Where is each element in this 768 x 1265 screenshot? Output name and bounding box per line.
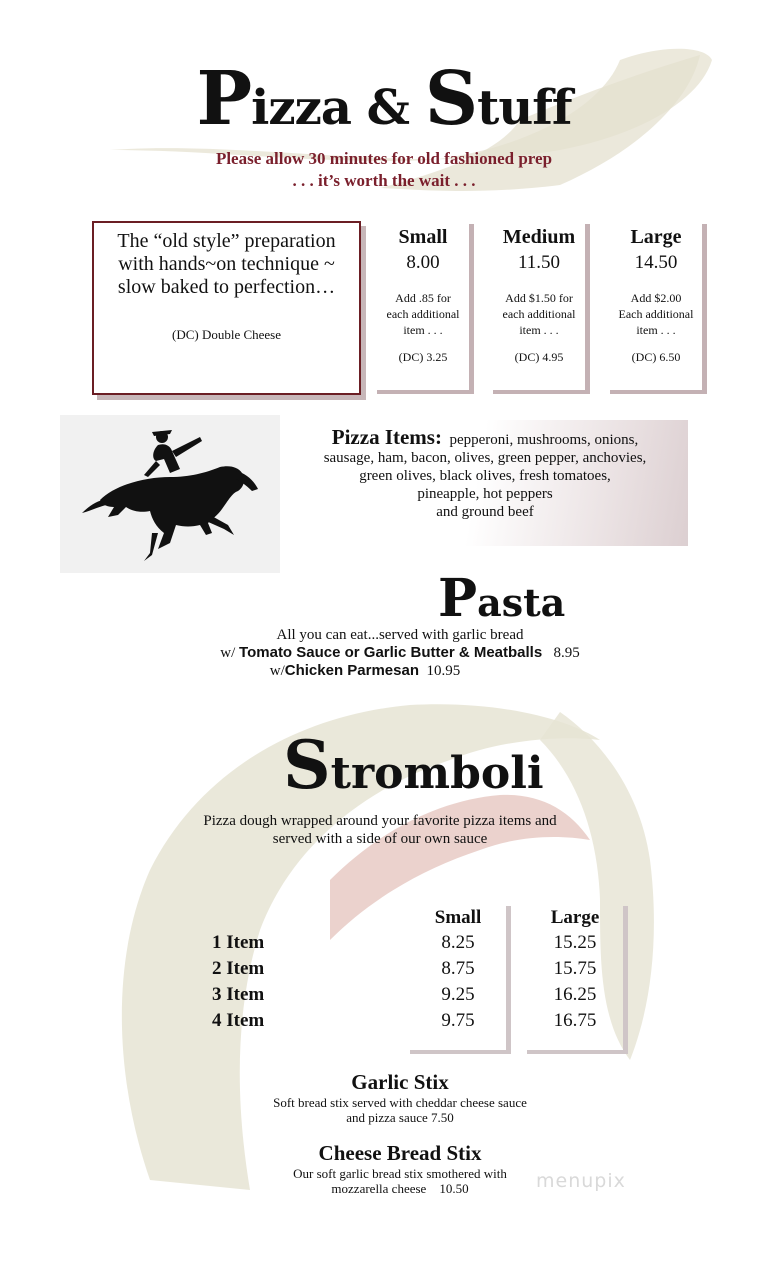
cheese-bread-stix-title: Cheese Bread Stix [318,1141,482,1165]
row-label-1-item: 1 Item [212,932,265,953]
row-label-2-item: 2 Item [212,958,265,979]
size-column-large: Large 14.50 Add $2.00 Each additional item . . . (DC) 6.50 [610,224,707,394]
row-label-4-item: 4 Item [212,1010,265,1031]
stromboli-small-column: Small 8.25 8.75 9.25 9.75 [410,906,511,1054]
pasta-details: All you can eat...served with garlic bread w/ Tomato Sauce or Garlic Butter & Meatballs 8.95 w/Chicken Parmesan 10.95 [220,627,580,679]
pizza-items-panel [280,420,688,546]
row-label-3-item: 3 Item [212,984,265,1005]
garlic-stix-title: Garlic Stix [351,1070,449,1094]
size-column-small: Small 8.00 Add .85 for each additional item . . . (DC) 3.25 [377,224,474,394]
pizza-items-line1: Pizza Items: pepperoni, mushrooms, onions, [331,425,639,449]
pasta-title: Pasta [438,568,566,629]
prep-time-note: Please allow 30 minutes for old fashioned prep . . . it’s worth the wait . . . [215,149,553,190]
bronco-rider-image [60,415,280,573]
stromboli-description: Pizza dough wrapped around your favorite pizza items and served with a side of our own sauce [203,813,557,847]
intro-box [92,221,361,395]
size-column-medium: Medium 11.50 Add $1.50 for each additional item . . . (DC) 4.95 [493,224,590,394]
stromboli-title: Stromboli [283,726,544,804]
pizza-items-line5: and ground beef [436,504,534,520]
stromboli-large-column: Large 15.25 15.75 16.25 16.75 [527,906,628,1054]
watermark: menupix [536,1170,626,1192]
bronco-rider-icon [60,415,280,573]
garlic-stix-section: Garlic Stix Soft bread stix served with cheddar cheese sauce and pizza sauce 7.50 [150,1070,650,1125]
cheese-bread-stix-section: Cheese Bread Stix Our soft garlic bread stix smothered with mozzarella cheese 10.50 [150,1141,650,1196]
intro-text: The “old style” preparation with hands~on technique ~ slow baked to perfection… [117,230,336,298]
pizza-items-line3: green olives, black olives, fresh tomatoes, [359,468,611,484]
page-title: Pizza & Stuff [196,56,572,142]
double-cheese-note: (DC) Double Cheese [171,327,282,342]
pizza-items-line4: pineapple, hot peppers [417,486,553,502]
pizza-items-line2: sausage, ham, bacon, olives, green pepper, anchovies, [323,450,647,466]
